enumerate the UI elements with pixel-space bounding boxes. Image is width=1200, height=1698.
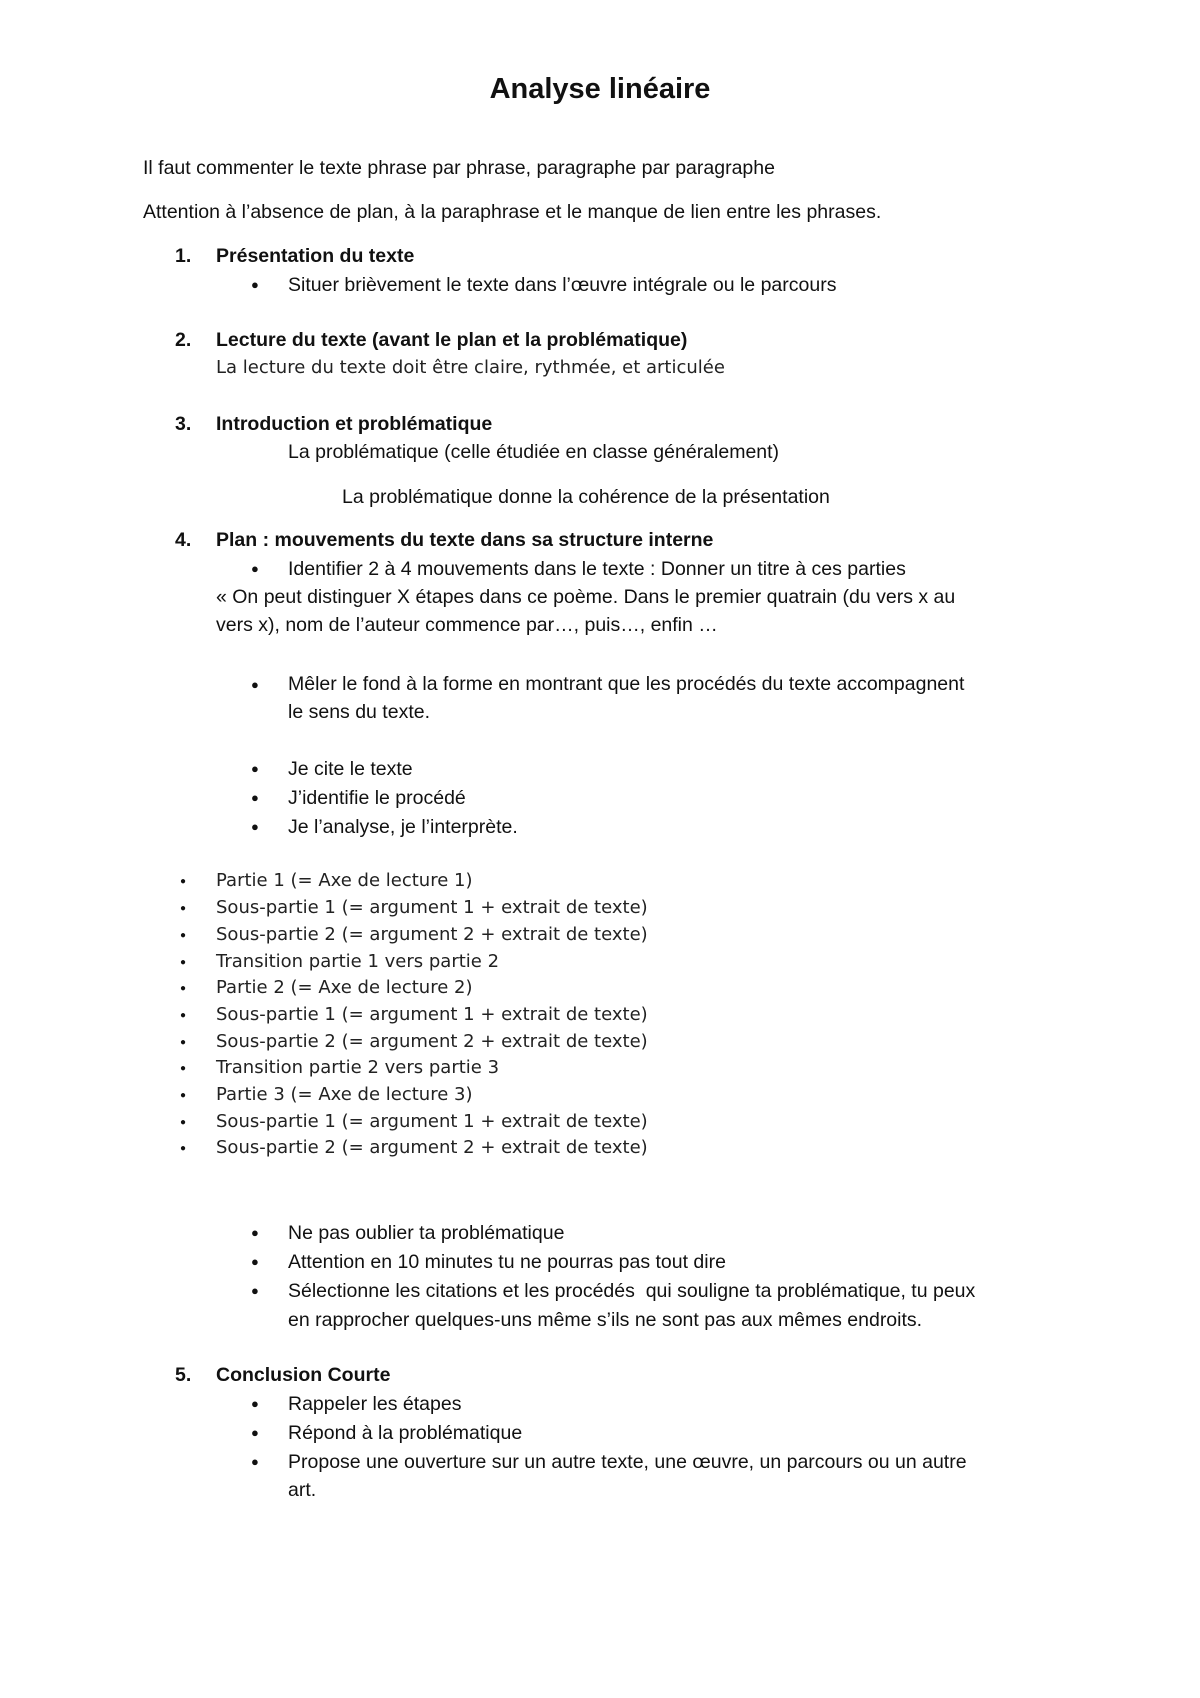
- structure-item: Sous-partie 1 (= argument 1 + extrait de texte): [216, 1111, 648, 1132]
- small-bullet-icon: ●: [180, 1143, 187, 1154]
- conclusion-continuation: art.: [288, 1479, 317, 1501]
- section-4-bullet-identify: Identifier 2 à 4 mouvements dans le texte : Donner un titre à ces parties: [288, 558, 906, 580]
- structure-item: Sous-partie 1 (= argument 1 + extrait de texte): [216, 897, 648, 918]
- section-2-text: La lecture du texte doit être claire, rythmée, et articulée: [216, 357, 725, 378]
- section-5-number: 5.: [175, 1364, 192, 1386]
- small-bullet-icon: ●: [180, 983, 187, 994]
- structure-item: Partie 1 (= Axe de lecture 1): [216, 870, 473, 891]
- structure-item: Transition partie 1 vers partie 2: [216, 951, 500, 972]
- small-bullet-icon: ●: [180, 1090, 187, 1101]
- bullet-icon: ●: [251, 1225, 259, 1240]
- small-bullet-icon: ●: [180, 903, 187, 914]
- bullet-icon: ●: [251, 1283, 259, 1298]
- section-3-line-2: La problématique donne la cohérence de la présentation: [342, 486, 830, 508]
- section-2-heading: Lecture du texte (avant le plan et la problématique): [216, 329, 688, 351]
- bullet-icon: ●: [251, 277, 259, 292]
- structure-item: Sous-partie 2 (= argument 2 + extrait de texte): [216, 924, 648, 945]
- bullet-icon: ●: [251, 1454, 259, 1469]
- bullet-icon: ●: [251, 1254, 259, 1269]
- conclusion-item: Rappeler les étapes: [288, 1393, 462, 1415]
- section-4-number: 4.: [175, 529, 192, 551]
- section-3-line-1: La problématique (celle étudiée en classe généralement): [288, 441, 780, 463]
- small-bullet-icon: ●: [180, 930, 187, 941]
- tip-item: Sélectionne les citations et les procédés qui souligne ta problématique, tu peux: [288, 1280, 976, 1302]
- intro-paragraph-1: Il faut commenter le texte phrase par phrase, paragraphe par paragraphe: [143, 157, 775, 179]
- structure-item: Transition partie 2 vers partie 3: [216, 1057, 500, 1078]
- tip-item: Attention en 10 minutes tu ne pourras pas tout dire: [288, 1251, 726, 1273]
- method-item: Je cite le texte: [288, 758, 413, 780]
- small-bullet-icon: ●: [180, 1063, 187, 1074]
- section-1-heading: Présentation du texte: [216, 245, 415, 267]
- structure-item: Sous-partie 2 (= argument 2 + extrait de texte): [216, 1137, 648, 1158]
- small-bullet-icon: ●: [180, 957, 187, 968]
- bullet-icon: ●: [251, 561, 259, 576]
- bullet-icon: ●: [251, 677, 259, 692]
- section-3-heading: Introduction et problématique: [216, 413, 493, 435]
- bullet-icon: ●: [251, 790, 259, 805]
- structure-item: Sous-partie 2 (= argument 2 + extrait de texte): [216, 1031, 648, 1052]
- bullet-icon: ●: [251, 819, 259, 834]
- section-4-bullet-mix-line-2: le sens du texte.: [288, 701, 431, 723]
- section-1-number: 1.: [175, 245, 192, 267]
- tip-item-continuation: en rapprocher quelques-uns même s’ils ne sont pas aux mêmes endroits.: [288, 1309, 923, 1331]
- small-bullet-icon: ●: [180, 1037, 187, 1048]
- structure-item: Sous-partie 1 (= argument 1 + extrait de texte): [216, 1004, 648, 1025]
- section-1-bullet: Situer brièvement le texte dans l’œuvre intégrale ou le parcours: [288, 274, 837, 296]
- tip-item: Ne pas oublier ta problématique: [288, 1222, 565, 1244]
- conclusion-item: Répond à la problématique: [288, 1422, 523, 1444]
- section-4-heading: Plan : mouvements du texte dans sa structure interne: [216, 529, 714, 551]
- small-bullet-icon: ●: [180, 1117, 187, 1128]
- conclusion-item: Propose une ouverture sur un autre texte, une œuvre, un parcours ou un autre: [288, 1451, 967, 1473]
- section-3-number: 3.: [175, 413, 192, 435]
- intro-paragraph-2: Attention à l’absence de plan, à la paraphrase et le manque de lien entre les phrases.: [143, 201, 882, 223]
- section-5-heading: Conclusion Courte: [216, 1364, 391, 1386]
- page-title: Analyse linéaire: [489, 73, 711, 105]
- small-bullet-icon: ●: [180, 1010, 187, 1021]
- section-4-quote-line-1: « On peut distinguer X étapes dans ce poème. Dans le premier quatrain (du vers x au: [216, 586, 956, 608]
- method-item: Je l’analyse, je l’interprète.: [288, 816, 518, 838]
- section-2-number: 2.: [175, 329, 192, 351]
- structure-item: Partie 2 (= Axe de lecture 2): [216, 977, 473, 998]
- section-4-quote-line-2: vers x), nom de l’auteur commence par…, puis…, enfin …: [216, 614, 718, 636]
- small-bullet-icon: ●: [180, 876, 187, 887]
- method-item: J’identifie le procédé: [288, 787, 466, 809]
- bullet-icon: ●: [251, 1425, 259, 1440]
- bullet-icon: ●: [251, 1396, 259, 1411]
- section-4-bullet-mix-line-1: Mêler le fond à la forme en montrant que les procédés du texte accompagnent: [288, 673, 965, 695]
- structure-item: Partie 3 (= Axe de lecture 3): [216, 1084, 473, 1105]
- bullet-icon: ●: [251, 761, 259, 776]
